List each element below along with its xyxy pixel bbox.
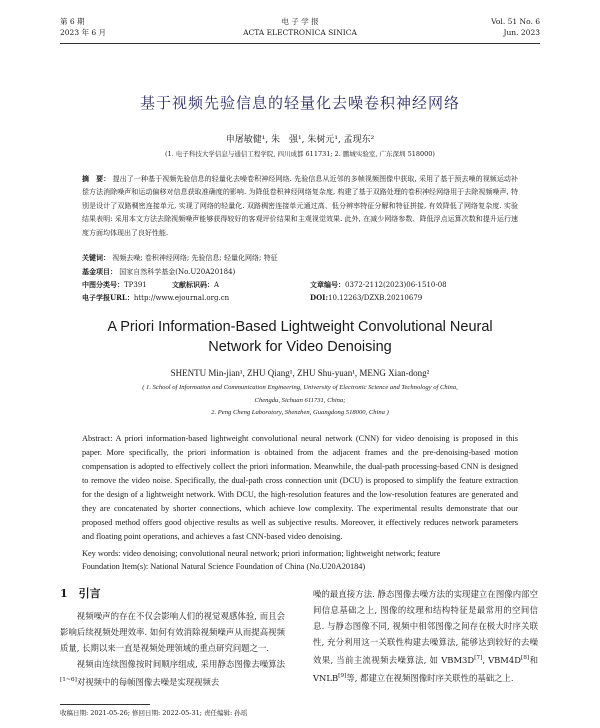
- issue-zh: 第 6 期: [60, 17, 85, 26]
- zh-abstract-text: 提出了一种基于视频先验信息的轻量化去噪卷积神经网络. 先验信息从近邻的多帧视频图像中获取, 采用了基于预去噪的视频运动补偿方法消除噪声和运动偏移对信息获取准确度的影响. 为降低卷积神经网络复杂度, 构建了基于双路处理的卷积神经网络用于去除视频噪声, 特别是设计了双路稠密连接单元, 实现了网络的轻量化. 双路稠密连接单元通过高、低分辨率特征分解和特征拼接, 有效降低了网络复杂度. 实验结果表明: 采用本文方法去除视频噪声能够获得较好的客观评价结果和主观视觉效果. 此外, 在减少网络参数、降低浮点运算次数和提升运行速度方面均体现出了良好性能.: [82, 175, 519, 237]
- zh-authors: 申屠敏健¹, 朱 强¹, 朱树元¹, 孟现东²: [225, 135, 375, 145]
- en-keywords-text: video denoising; convolutional neural network; priori information; lightweight network; feature: [122, 549, 441, 558]
- citation: [9]: [338, 672, 347, 679]
- zh-abstract-label: 摘 要：: [82, 174, 111, 183]
- zh-fund: [82, 266, 518, 278]
- zh-keywords: [82, 252, 518, 264]
- journal-url[interactable]: 电子学报URL：http://www.ejournal.org.cn: [82, 293, 230, 302]
- header-center: [60, 16, 540, 38]
- en-keywords: [82, 547, 518, 560]
- en-affiliations: ( 1. School of Information and Communication Engineering, University of Electronic Science and Technology of China, Chengdu, Sichuan 611731, China; 2. Peng Cheng Laboratory, Shenzhen, Guangdong 518000, China ): [142, 384, 458, 416]
- paragraph: 噪的最直接方法. 静态图像去噪方法的实现建立在图像内部空间信息基础之上, 图像的纹理和结构特征是最常用的空间信息. 与静态图像不同, 视频中相邻图像之间存在极大时序关联性, 充分利用这一关联性构建去噪算法, 能够达到较好的去噪效果, 当前主流视频去噪算法, 如 VBM3D[7], VBM4D[8]和 VNLB[9]等, 都建立在视频图像时序关联性的基础之上.: [313, 589, 538, 683]
- doc-code: 文献标识码：A: [172, 280, 220, 289]
- zh-keywords-label: 关键词：: [82, 253, 110, 262]
- journal-en: ACTA ELECTRONICA SINICA: [243, 28, 357, 37]
- doi: DOI:10.12263/DZXB.20210679: [310, 293, 423, 302]
- date-en: Jun. 2023: [503, 28, 540, 37]
- footnote: 收稿日期: 2021-05-26; 修回日期: 2022-05-31; 责任编辑: 孙瑶: [60, 709, 248, 717]
- zh-title: 基于视频先验信息的轻量化去噪卷积神经网络: [139, 94, 460, 112]
- header-right: [491, 16, 540, 38]
- zh-keywords-text: 视频去噪; 卷积神经网络; 先验信息; 轻量化网络; 特征: [112, 254, 278, 262]
- volume: Vol. 51 No. 6: [491, 17, 540, 26]
- en-title-line1: A Priori Information-Based Lightweight Convolutional Neural: [107, 319, 493, 335]
- footnote-rule: [60, 704, 150, 705]
- clc: 中图分类号：TP391: [82, 280, 147, 289]
- en-fund-label: Foundation Item(s):: [82, 562, 149, 571]
- en-title-line2: Network for Video Denoising: [208, 339, 392, 355]
- en-abstract: [82, 432, 518, 544]
- en-fund-text: National Natural Science Foundation of China (No.U20A20184): [150, 562, 366, 571]
- citation: [8]: [520, 655, 530, 661]
- en-abstract-text: A priori information-based lightweight convolutional neural network (CNN) for video denoising is proposed in this paper. More specifically, the priori information is obtained from the adjacent frames and the pre-denoising-based motion compensation is adopted to effectively collect the priori information. Meanwhile, the dual-path processing-based CNN is designed to remove the video noise. Specifically, the dual-path cross connection unit (DCU) is proposed to simplify the feature extraction for the design of a lightweight network. With DCU, the high-resolution features and the low-resolution features are generated and they are concatenated by shorter connections, which achieve low complexity. The experimental results demonstrate that our proposed method offers good objective results as well as subjective results. Moreover, it effectively reduces network parameters and floating point operations, and achieves a fast CNN-based video denoising.: [82, 434, 518, 541]
- zh-affiliations: (1. 电子科技大学信息与通信工程学院, 四川成都 611731; 2. 鹏城实验室, 广东深圳 518000): [165, 150, 435, 158]
- en-abstract-label: Abstract:: [82, 434, 113, 443]
- zh-fund-text: 国家自然科学基金(No.U20A20184): [119, 268, 236, 276]
- header-rule: [60, 43, 540, 44]
- citation: [1~6]: [60, 677, 77, 683]
- paragraph: 视频由连续图像按时间顺序组成, 采用静态图像去噪算法[1~6]对视频中的每帧图像去噪是实现视频去: [60, 659, 285, 687]
- en-title: [40, 317, 560, 357]
- paragraph: 视频噪声的存在不仅会影响人们的视觉观感体验, 而且会影响后续视频处理效率. 如何有效消除视频噪声从而提高视频质量, 长期以来一直是视频处理领域的重点研究问题之一.: [60, 611, 285, 653]
- body-column-left: [60, 586, 285, 690]
- en-authors: SHENTU Min-jian¹, ZHU Qiang¹, ZHU Shu-yuan¹, MENG Xian-dong²: [170, 368, 430, 378]
- date-zh: 2023 年 6 月: [60, 28, 107, 37]
- zh-abstract: [82, 172, 518, 240]
- section-title: 1 引言: [60, 587, 101, 600]
- en-fund: [82, 560, 518, 573]
- body-column-right: [313, 586, 538, 686]
- zh-fund-label: 基金项目：: [82, 267, 117, 276]
- running-header: [60, 16, 540, 46]
- journal-zh: 电 子 学 报: [281, 17, 319, 26]
- article-number: 文章编号：0372-2112(2023)06-1510-08: [310, 280, 447, 289]
- en-keywords-label: Key words:: [82, 549, 121, 558]
- citation: [7]: [474, 655, 483, 661]
